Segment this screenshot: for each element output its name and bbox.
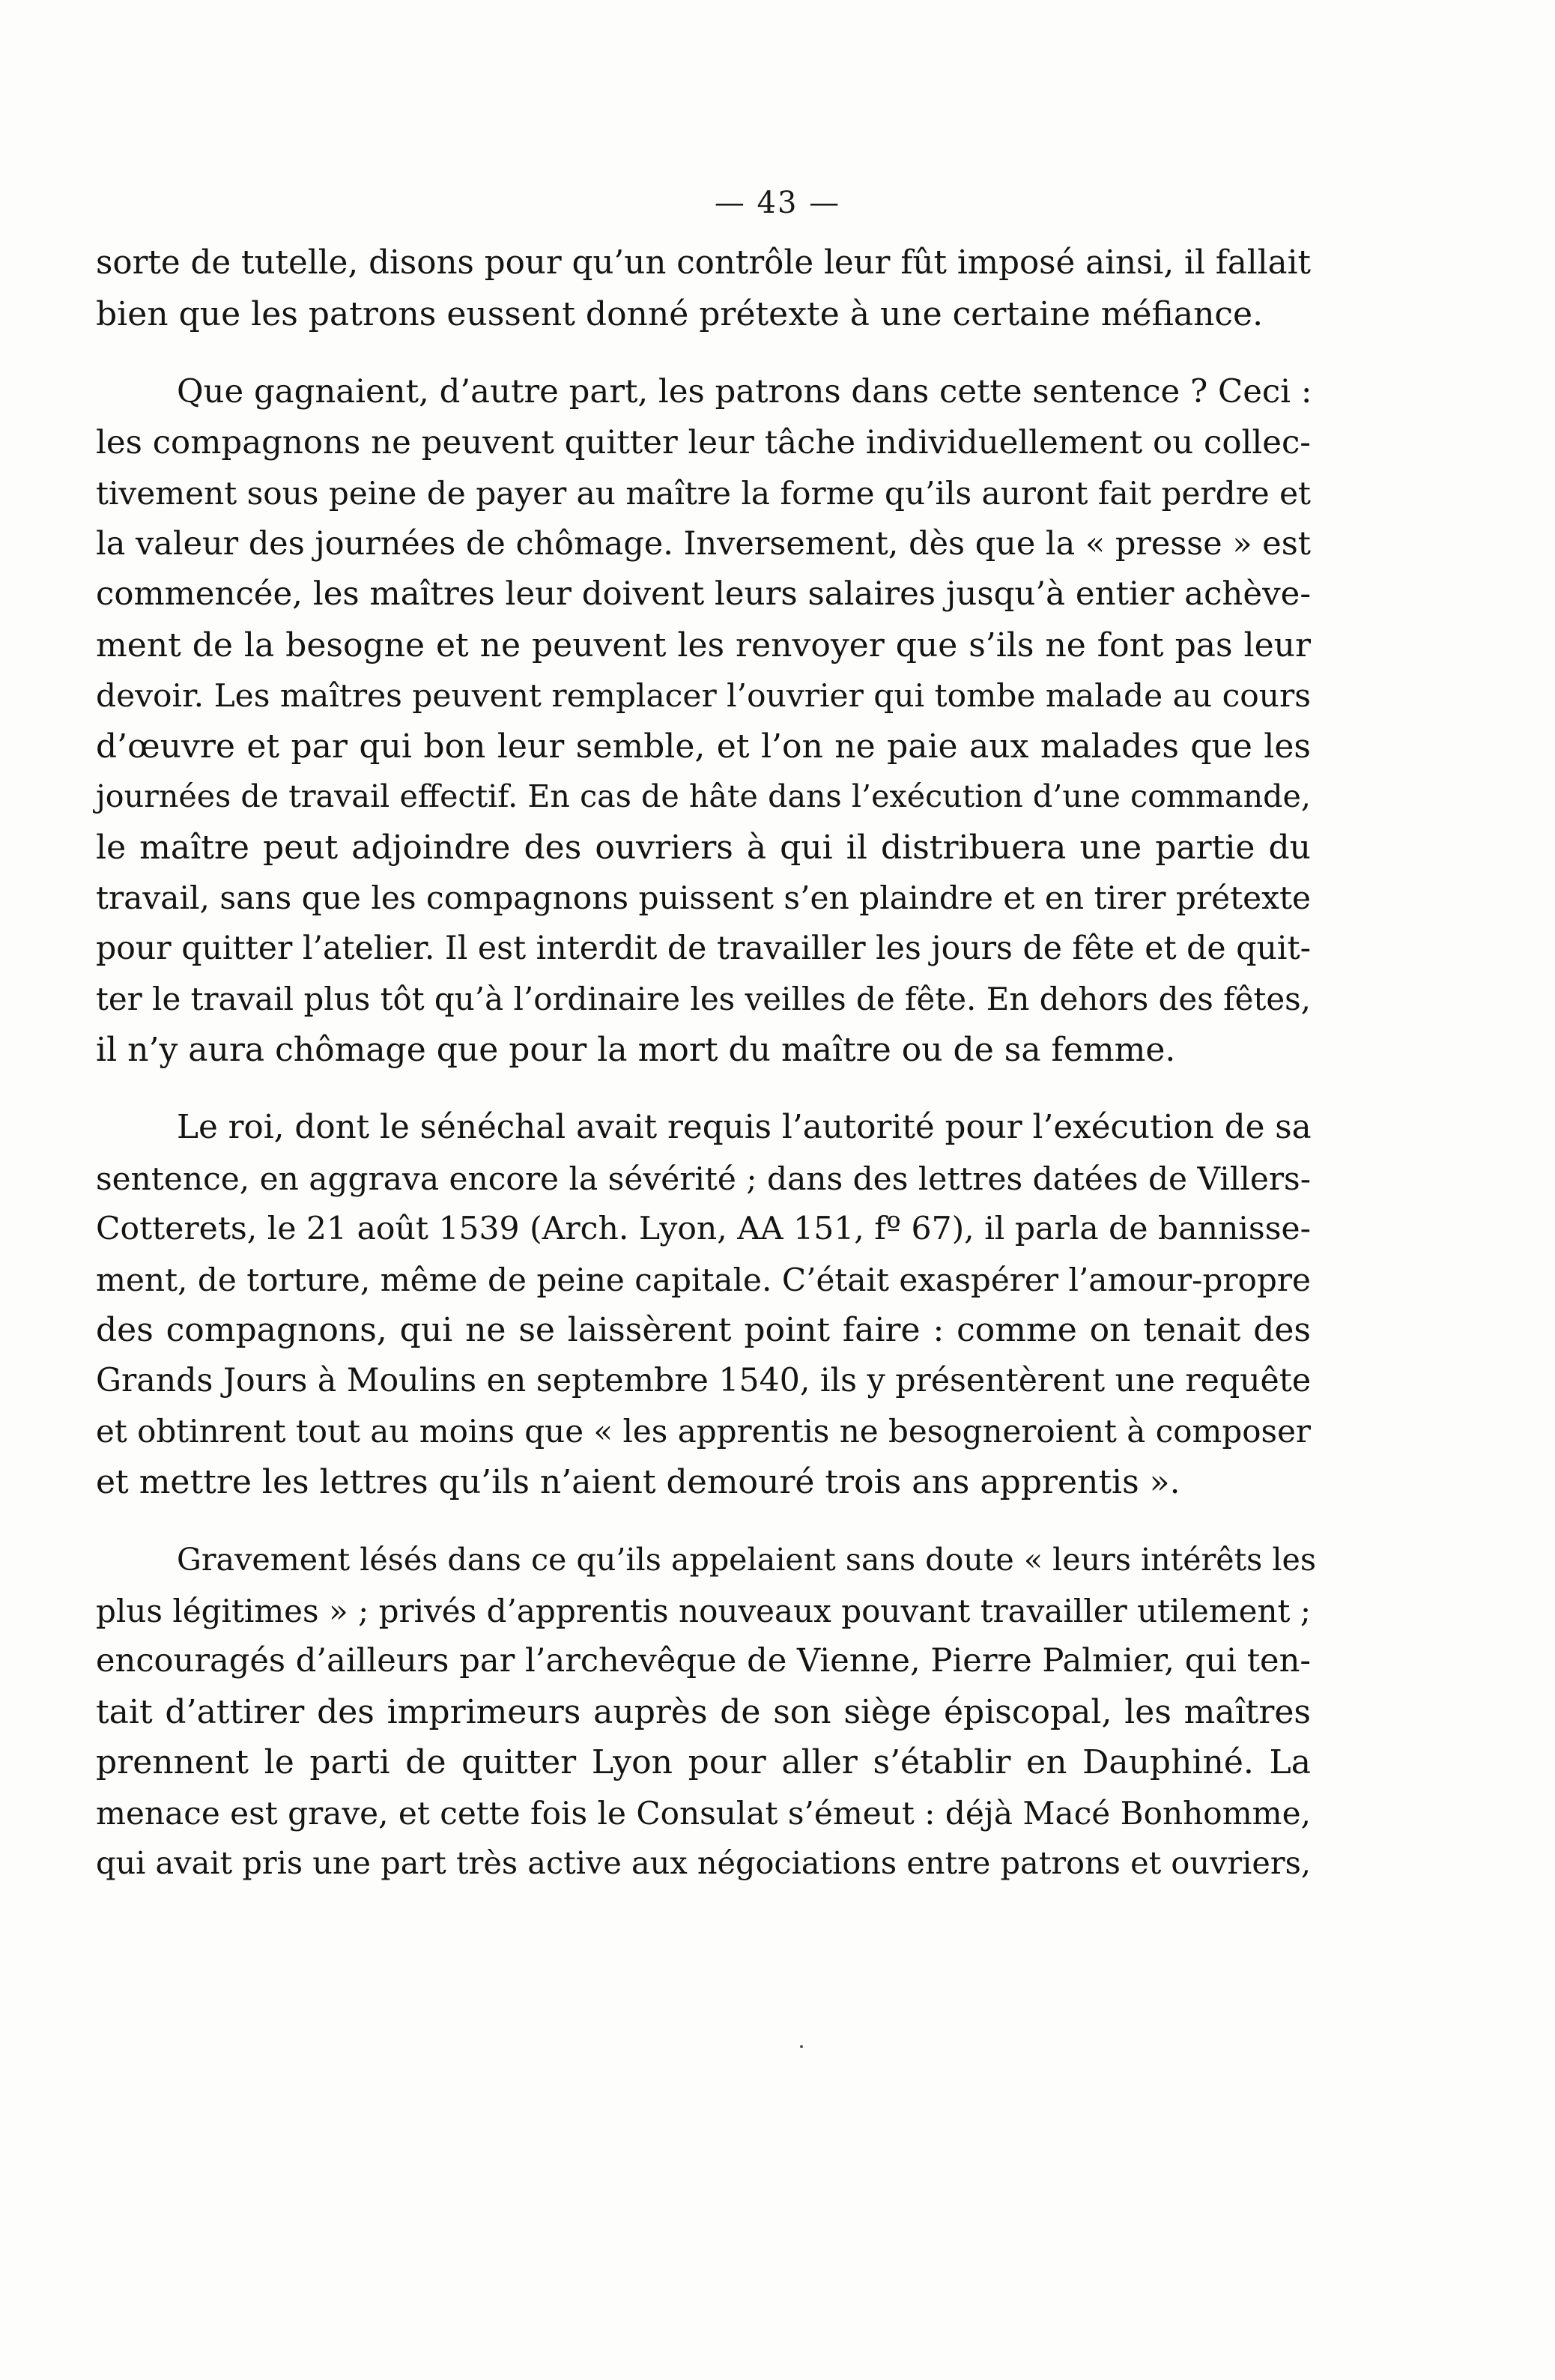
text-line: sorte de tutelle, disons pour qu’un contrôle leur fût imposé ainsi, il fallait [96, 244, 1312, 282]
text-line: ter le travail plus tôt qu’à l’ordinaire les veilles de fête. En dehors des fêtes, [96, 981, 1311, 1017]
text-line: et mettre les lettres qu’ils n’aient demouré trois ans apprentis ». [96, 1462, 1180, 1501]
text-line: pour quitter l’atelier. Il est interdit de travailler les jours de fête et de quit- [96, 929, 1311, 967]
text-line: Cotterets, le 21 août 1539 (Arch. Lyon, AA 151, fº 67), il parla de bannisse- [96, 1211, 1311, 1247]
paragraph [96, 1103, 1311, 1507]
text-line: les compagnons ne peuvent quitter leur tâche individuellement ou collec- [96, 423, 1311, 461]
body-text [96, 238, 1316, 1889]
text-line: il n’y aura chômage que pour la mort du maître ou de sa femme. [96, 1030, 1176, 1069]
text-line: le maître peut adjoindre des ouvriers à qui il distribuera une partie du [96, 828, 1311, 867]
paragraph-continued [96, 238, 1311, 339]
text-line: prennent le parti de quitter Lyon pour aller s’établir en Dauphiné. La [96, 1743, 1311, 1781]
text-line: devoir. Les maîtres peuvent remplacer l’ouvrier qui tombe malade au cours [96, 677, 1311, 714]
text-line: sentence, en aggrava encore la sévérité ; dans des lettres datées de Villers- [96, 1160, 1311, 1197]
text-line: commencée, les maîtres leur doivent leurs salaires jusqu’à entier achève- [96, 575, 1311, 613]
text-line: travail, sans que les compagnons puissent s’en plaindre et en tirer prétexte [96, 879, 1311, 916]
text-line: plus légitimes » ; privés d’apprentis nouveaux pouvant travailler utilement ; [96, 1592, 1311, 1629]
text-line: journées de travail effectif. En cas de hâte dans l’exécution d’une commande, [96, 778, 1311, 814]
paragraph [96, 367, 1311, 1075]
text-line: Que gagnaient, d’autre part, les patrons dans cette sentence ? Ceci : [177, 373, 1312, 411]
text-line: ment de la besogne et ne peuvent les renvoyer que s’ils ne font pas leur [96, 626, 1311, 664]
text-line: Grands Jours à Moulins en septembre 1540, ils y présentèrent une requête [96, 1361, 1312, 1399]
text-line: bien que les patrons eussent donné prétexte à une certaine méfiance. [96, 294, 1264, 333]
text-line: tait d’attirer des imprimeurs auprès de son siège épiscopal, les maîtres [96, 1692, 1311, 1731]
text-line: Gravement lésés dans ce qu’ils appelaient sans doute « leurs intérêts les [177, 1542, 1316, 1578]
page-number: — 43 — [714, 186, 841, 220]
text-line: d’œuvre et par qui bon leur semble, et l’on ne paie aux malades que les [96, 727, 1311, 766]
paragraph [96, 1535, 1316, 1889]
text-line: encouragés d’ailleurs par l’archevêque de Vienne, Pierre Palmier, qui ten- [96, 1642, 1311, 1680]
text-line: Le roi, dont le sénéchal avait requis l’autorité pour l’exécution de sa [177, 1109, 1312, 1146]
ink-speck [800, 2045, 803, 2048]
text-line: des compagnons, qui ne se laissèrent point faire : comme on tenait des [96, 1311, 1311, 1349]
text-line: menace est grave, et cette fois le Consulat s’émeut : déjà Macé Bonhomme, [96, 1794, 1311, 1832]
text-line: et obtinrent tout au moins que « les apprentis ne besogneroient à composer [96, 1413, 1311, 1450]
text-line: qui avait pris une part très active aux négociations entre patrons et ouvriers, [96, 1845, 1311, 1881]
text-line: ment, de torture, même de peine capitale. C’était exaspérer l’amour-propre [96, 1261, 1311, 1298]
text-line: la valeur des journées de chômage. Inversement, dès que la « presse » est [96, 524, 1311, 563]
text-line: tivement sous peine de payer au maître la forme qu’ils auront fait perdre et [96, 475, 1311, 512]
